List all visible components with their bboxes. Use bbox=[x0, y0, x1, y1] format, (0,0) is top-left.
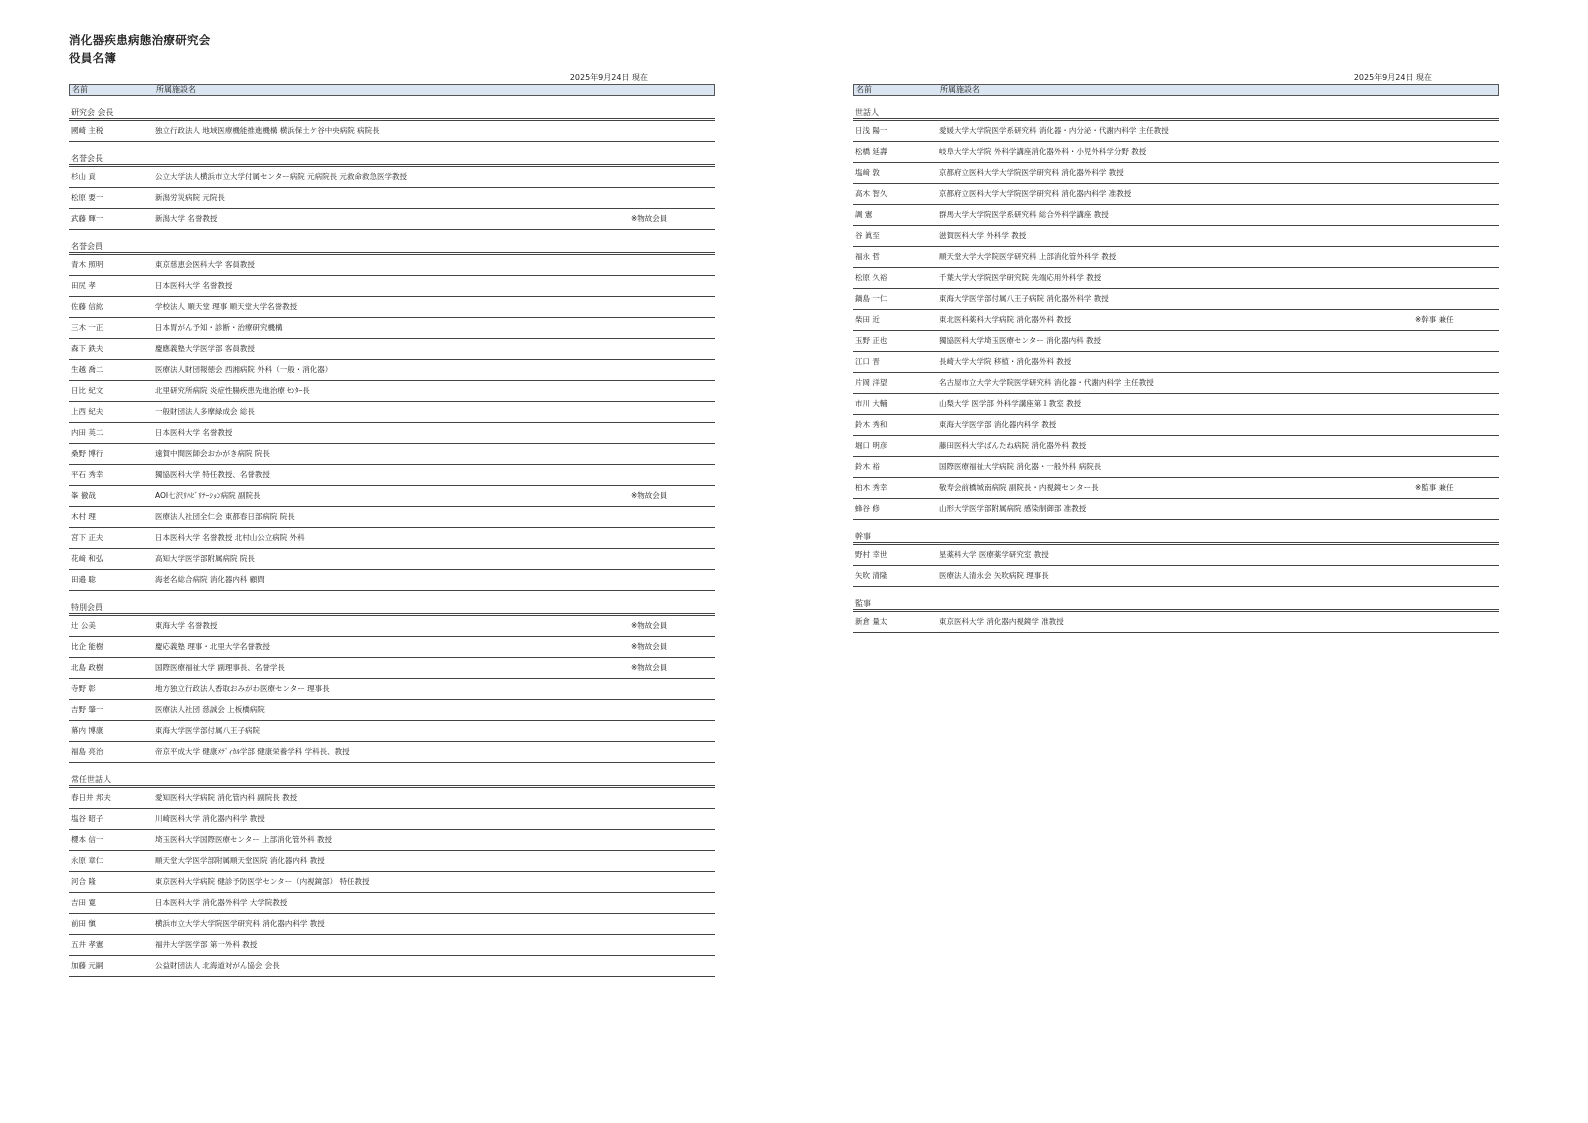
table-row bbox=[69, 121, 715, 142]
table-row bbox=[853, 226, 1499, 247]
member-name: 日浅 陽一 bbox=[855, 126, 888, 135]
member-note: ※幹事 兼任 bbox=[1415, 315, 1454, 324]
member-affiliation: 慶応義塾 理事・北里大学名誉教授 bbox=[155, 642, 270, 651]
member-affiliation: 藤田医科大学ばんたね病院 消化器外科 教授 bbox=[939, 441, 1087, 450]
table-row bbox=[69, 381, 715, 402]
table-row bbox=[853, 184, 1499, 205]
member-name: 柏木 秀幸 bbox=[855, 483, 888, 492]
table-row bbox=[853, 331, 1499, 352]
table-row bbox=[69, 360, 715, 381]
table-row bbox=[853, 352, 1499, 373]
table-row bbox=[853, 247, 1499, 268]
table-row bbox=[853, 612, 1499, 633]
member-affiliation: 東京慈恵会医科大学 客員教授 bbox=[155, 260, 255, 269]
table-row bbox=[853, 415, 1499, 436]
table-row bbox=[69, 209, 715, 230]
member-name: 谷 眞至 bbox=[855, 231, 880, 240]
table-row bbox=[69, 830, 715, 851]
member-name: 比企 能樹 bbox=[71, 642, 104, 651]
table-row bbox=[853, 268, 1499, 289]
roster-section bbox=[853, 598, 1499, 633]
member-name: 市川 大輔 bbox=[855, 399, 888, 408]
member-name: 野村 幸世 bbox=[855, 550, 888, 559]
header-name: 名前 bbox=[72, 85, 88, 94]
member-affiliation: 京都府立医科大学大学院医学研究科 消化器外科学 教授 bbox=[939, 168, 1124, 177]
member-name: 佐藤 信紘 bbox=[71, 302, 104, 311]
member-affiliation: 新潟労災病院 元院長 bbox=[155, 193, 225, 202]
table-row bbox=[853, 163, 1499, 184]
table-header bbox=[853, 84, 1499, 96]
member-name: 河合 隆 bbox=[71, 877, 96, 886]
table-row bbox=[69, 658, 715, 679]
member-affiliation: 日本医科大学 名誉教授 bbox=[155, 281, 233, 290]
member-affiliation: 公立大学法人横浜市立大学付属センター病院 元病院長 元救命救急医学教授 bbox=[155, 172, 407, 181]
member-note: ※物故会員 bbox=[631, 621, 668, 630]
member-name: 玉野 正也 bbox=[855, 336, 888, 345]
member-affiliation: 学校法人 順天堂 理事 順天堂大学名誉教授 bbox=[155, 302, 298, 311]
table-row bbox=[853, 205, 1499, 226]
member-note: ※物故会員 bbox=[631, 491, 668, 500]
member-note: ※物故会員 bbox=[631, 214, 668, 223]
member-affiliation: 愛知医科大学病院 消化管内科 副院長 教授 bbox=[155, 793, 298, 802]
member-name: 福島 亮治 bbox=[71, 747, 104, 756]
table-row bbox=[69, 167, 715, 188]
member-name: 五井 孝憲 bbox=[71, 940, 104, 949]
table-row bbox=[69, 339, 715, 360]
member-name: 松原 久裕 bbox=[855, 273, 888, 282]
member-affiliation: 福井大学医学部 第一外科 教授 bbox=[155, 940, 258, 949]
member-name: 内田 英二 bbox=[71, 428, 104, 437]
member-affiliation: 横浜市立大学大学院医学研究科 消化器内科学 教授 bbox=[155, 919, 325, 928]
table-row bbox=[69, 297, 715, 318]
member-name: 塩谷 昭子 bbox=[71, 814, 104, 823]
member-affiliation: 帝京平成大学 健康ﾒﾃﾞｨｶﾙ学部 健康栄養学科 学科長、教授 bbox=[155, 747, 350, 756]
member-name: 江口 晋 bbox=[855, 357, 880, 366]
member-affiliation: 千葉大学大学院医学研究院 先端応用外科学 教授 bbox=[939, 273, 1102, 282]
table-row bbox=[69, 318, 715, 339]
member-affiliation: 公益財団法人 北海道対がん協会 会長 bbox=[155, 961, 280, 970]
table-row bbox=[69, 788, 715, 809]
member-affiliation: 山梨大学 医学部 外科学講座第１教室 教授 bbox=[939, 399, 1082, 408]
roster-section bbox=[69, 107, 715, 142]
header-affiliation: 所属施設名 bbox=[940, 85, 980, 94]
table-row bbox=[69, 255, 715, 276]
member-affiliation: 愛媛大学大学院医学系研究科 消化器・内分泌・代謝内科学 主任教授 bbox=[939, 126, 1169, 135]
member-name: 幕内 博康 bbox=[71, 726, 104, 735]
member-affiliation: 高知大学医学部附属病院 院長 bbox=[155, 554, 255, 563]
member-affiliation: 日本医科大学 消化器外科学 大学院教授 bbox=[155, 898, 288, 907]
roster-section bbox=[69, 774, 715, 977]
member-affiliation: 獨協医科大学埼玉医療センター 消化器内科 教授 bbox=[939, 336, 1101, 345]
table-row bbox=[69, 851, 715, 872]
member-name: 木村 理 bbox=[71, 512, 96, 521]
table-row bbox=[69, 700, 715, 721]
table-row bbox=[853, 394, 1499, 415]
left-roster-body bbox=[69, 107, 715, 977]
member-affiliation: 医療法人財団報徳会 西湘病院 外科（一般・消化器） bbox=[155, 365, 333, 374]
member-affiliation: 東海大学 名誉教授 bbox=[155, 621, 218, 630]
member-affiliation: 新潟大学 名誉教授 bbox=[155, 214, 218, 223]
member-affiliation: 医療法人社団全仁会 東都春日部病院 院長 bbox=[155, 512, 295, 521]
member-affiliation: 獨協医科大学 特任教授、名誉教授 bbox=[155, 470, 270, 479]
member-name: 矢吹 清隆 bbox=[855, 571, 888, 580]
table-row bbox=[69, 465, 715, 486]
table-row bbox=[853, 289, 1499, 310]
member-name: 蜂谷 修 bbox=[855, 504, 880, 513]
member-name: 柴田 近 bbox=[855, 315, 880, 324]
section-title: 名誉会員 bbox=[69, 241, 715, 255]
member-name: 片岡 洋望 bbox=[855, 378, 888, 387]
member-affiliation: 遠賀中間医師会おかがき病院 院長 bbox=[155, 449, 270, 458]
table-row bbox=[69, 528, 715, 549]
table-row bbox=[853, 373, 1499, 394]
table-row bbox=[69, 276, 715, 297]
table-row bbox=[69, 444, 715, 465]
member-name: 寺野 彰 bbox=[71, 684, 96, 693]
member-affiliation: 日本胃がん予知・診断・治療研究機構 bbox=[155, 323, 283, 332]
member-name: 平石 秀幸 bbox=[71, 470, 104, 479]
table-row bbox=[69, 188, 715, 209]
member-affiliation: 東海大学医学部 消化器内科学 教授 bbox=[939, 420, 1057, 429]
member-affiliation: 滋賀医科大学 外科学 教授 bbox=[939, 231, 1027, 240]
member-note: ※物故会員 bbox=[631, 663, 668, 672]
member-name: 鍋島 一仁 bbox=[855, 294, 888, 303]
member-affiliation: 東海大学医学部付属八王子病院 bbox=[155, 726, 260, 735]
table-row bbox=[69, 570, 715, 591]
roster-section bbox=[69, 153, 715, 230]
table-row bbox=[853, 436, 1499, 457]
table-row bbox=[69, 809, 715, 830]
member-name: 松原 要一 bbox=[71, 193, 104, 202]
as-of-date: 2025年9月24日 現在 bbox=[569, 73, 648, 82]
page-title: 消化器疾患病態治療研究会 bbox=[69, 33, 211, 47]
member-affiliation: 埼玉医科大学国際医療センター 上部消化管外科 教授 bbox=[155, 835, 332, 844]
table-row bbox=[69, 893, 715, 914]
member-name: 調 憲 bbox=[855, 210, 873, 219]
member-affiliation: 山形大学医学部附属病院 感染制御部 准教授 bbox=[939, 504, 1087, 513]
member-affiliation: 国際医療福祉大学 副理事長、名誉学長 bbox=[155, 663, 285, 672]
member-affiliation: 医療法人社団 慈誠会 上板橋病院 bbox=[155, 705, 265, 714]
member-name: 森下 鉄夫 bbox=[71, 344, 104, 353]
member-affiliation: 京都府立医科大学大学院医学研究科 消化器内科学 准教授 bbox=[939, 189, 1132, 198]
table-row bbox=[69, 935, 715, 956]
table-row bbox=[69, 637, 715, 658]
member-name: 堀口 明彦 bbox=[855, 441, 888, 450]
table-row bbox=[69, 423, 715, 444]
member-name: 杉山 貢 bbox=[71, 172, 96, 181]
member-affiliation: 一般財団法人多摩緑成会 総長 bbox=[155, 407, 255, 416]
member-affiliation: 名古屋市立大学大学院医学研究科 消化器・代謝内科学 主任教授 bbox=[939, 378, 1154, 387]
member-affiliation: 岐阜大学大学院 外科学講座消化器外科・小児外科学分野 教授 bbox=[939, 147, 1147, 156]
member-name: 松橋 延壽 bbox=[855, 147, 888, 156]
table-row bbox=[69, 956, 715, 977]
table-row bbox=[69, 402, 715, 423]
table-header bbox=[69, 84, 715, 96]
member-affiliation: 慶應義塾大学医学部 客員教授 bbox=[155, 344, 255, 353]
member-affiliation: 国際医療福祉大学病院 消化器・一般外科 病院長 bbox=[939, 462, 1102, 471]
section-title: 監事 bbox=[853, 598, 1499, 612]
table-row bbox=[853, 545, 1499, 566]
table-row bbox=[69, 507, 715, 528]
member-name: 上西 紀夫 bbox=[71, 407, 104, 416]
member-name: 塩﨑 敦 bbox=[855, 168, 880, 177]
table-row bbox=[69, 872, 715, 893]
member-name: 吉野 肇一 bbox=[71, 705, 104, 714]
right-roster-body bbox=[853, 107, 1499, 633]
member-name: 日比 紀文 bbox=[71, 386, 104, 395]
member-name: 永原 章仁 bbox=[71, 856, 104, 865]
table-row bbox=[69, 616, 715, 637]
member-name: 加藤 元嗣 bbox=[71, 961, 104, 970]
member-name: 桑野 博行 bbox=[71, 449, 104, 458]
roster-section bbox=[69, 602, 715, 763]
section-title: 名誉会長 bbox=[69, 153, 715, 167]
member-name: 辻 公美 bbox=[71, 621, 96, 630]
table-row bbox=[69, 679, 715, 700]
member-affiliation: 東海大学医学部付属八王子病院 消化器外科学 教授 bbox=[939, 294, 1109, 303]
member-name: 高木 智久 bbox=[855, 189, 888, 198]
member-affiliation: 日本医科大学 名誉教授 bbox=[155, 428, 233, 437]
table-row bbox=[69, 721, 715, 742]
section-title: 特別会員 bbox=[69, 602, 715, 616]
member-affiliation: 東北医科薬科大学病院 消化器外科 教授 bbox=[939, 315, 1072, 324]
member-name: 前田 愼 bbox=[71, 919, 96, 928]
member-affiliation: 順天堂大学大学院医学研究科 上部消化管外科学 教授 bbox=[939, 252, 1117, 261]
member-affiliation: 順天堂大学医学部附属順天堂医院 消化器内科 教授 bbox=[155, 856, 325, 865]
member-name: 北島 政樹 bbox=[71, 663, 104, 672]
table-row bbox=[853, 478, 1499, 499]
member-name: 三木 一正 bbox=[71, 323, 104, 332]
table-row bbox=[853, 142, 1499, 163]
table-row bbox=[853, 121, 1499, 142]
member-affiliation: 川崎医科大学 消化器内科学 教授 bbox=[155, 814, 265, 823]
member-name: 武藤 輝一 bbox=[71, 214, 104, 223]
member-name: 青木 照明 bbox=[71, 260, 104, 269]
header-name: 名前 bbox=[856, 85, 872, 94]
member-name: 春日井 邦夫 bbox=[71, 793, 111, 802]
table-row bbox=[69, 914, 715, 935]
member-affiliation: 海老名総合病院 消化器内科 顧問 bbox=[155, 575, 265, 584]
member-note: ※物故会員 bbox=[631, 642, 668, 651]
table-row bbox=[853, 499, 1499, 520]
as-of-date: 2025年9月24日 現在 bbox=[1353, 73, 1432, 82]
header-affiliation: 所属施設名 bbox=[156, 85, 196, 94]
left-roster-column bbox=[69, 72, 715, 977]
member-name: 國崎 主税 bbox=[71, 126, 104, 135]
section-title: 常任世話人 bbox=[69, 774, 715, 788]
member-affiliation: 医療法人清永会 矢吹病院 理事長 bbox=[939, 571, 1049, 580]
roster-section bbox=[853, 107, 1499, 520]
member-affiliation: 東京医科大学 消化器内視鏡学 准教授 bbox=[939, 617, 1064, 626]
member-name: 田尻 孝 bbox=[71, 281, 96, 290]
member-affiliation: 北里研究所病院 炎症性腸疾患先進治療 ｾﾝﾀｰ長 bbox=[155, 386, 310, 395]
member-affiliation: 日本医科大学 名誉教授 北村山公立病院 外科 bbox=[155, 533, 305, 542]
member-name: 峯 徹哉 bbox=[71, 491, 96, 500]
section-title: 幹事 bbox=[853, 531, 1499, 545]
member-affiliation: 敬寿会前橋城南病院 副院長・内視鏡センター長 bbox=[939, 483, 1099, 492]
section-title: 研究会 会長 bbox=[69, 107, 715, 121]
member-name: 鈴木 裕 bbox=[855, 462, 880, 471]
table-row bbox=[69, 486, 715, 507]
roster-section bbox=[853, 531, 1499, 587]
member-note: ※監事 兼任 bbox=[1415, 483, 1454, 492]
member-name: 宮下 正夫 bbox=[71, 533, 104, 542]
table-row bbox=[853, 310, 1499, 331]
member-name: 花﨑 和弘 bbox=[71, 554, 104, 563]
page-subtitle: 役員名簿 bbox=[69, 51, 117, 65]
member-affiliation: 東京医科大学病院 健診予防医学センター（内視鏡部） 特任教授 bbox=[155, 877, 370, 886]
member-affiliation: AOI七沢ﾘﾊﾋﾞﾘﾃｰｼｮﾝ病院 副院長 bbox=[155, 491, 261, 500]
member-affiliation: 地方独立行政法人香取おみがわ医療センター 理事長 bbox=[155, 684, 330, 693]
member-name: 新倉 量太 bbox=[855, 617, 888, 626]
member-name: 生越 喬二 bbox=[71, 365, 104, 374]
right-roster-column bbox=[853, 72, 1499, 633]
table-row bbox=[69, 549, 715, 570]
member-affiliation: 星薬科大学 医療薬学研究室 教授 bbox=[939, 550, 1049, 559]
roster-section bbox=[69, 241, 715, 591]
member-name: 鈴木 秀和 bbox=[855, 420, 888, 429]
member-name: 田邉 聡 bbox=[71, 575, 96, 584]
table-row bbox=[69, 742, 715, 763]
member-name: 吉田 寛 bbox=[71, 898, 96, 907]
table-row bbox=[853, 457, 1499, 478]
member-affiliation: 群馬大学大学院医学系研究科 総合外科学講座 教授 bbox=[939, 210, 1109, 219]
table-row bbox=[853, 566, 1499, 587]
member-name: 櫻本 信一 bbox=[71, 835, 104, 844]
section-title: 世話人 bbox=[853, 107, 1499, 121]
member-name: 福永 哲 bbox=[855, 252, 880, 261]
member-affiliation: 長崎大学大学院 移植・消化器外科 教授 bbox=[939, 357, 1072, 366]
member-affiliation: 独立行政法人 地域医療機能推進機構 横浜保土ケ谷中央病院 病院長 bbox=[155, 126, 380, 135]
